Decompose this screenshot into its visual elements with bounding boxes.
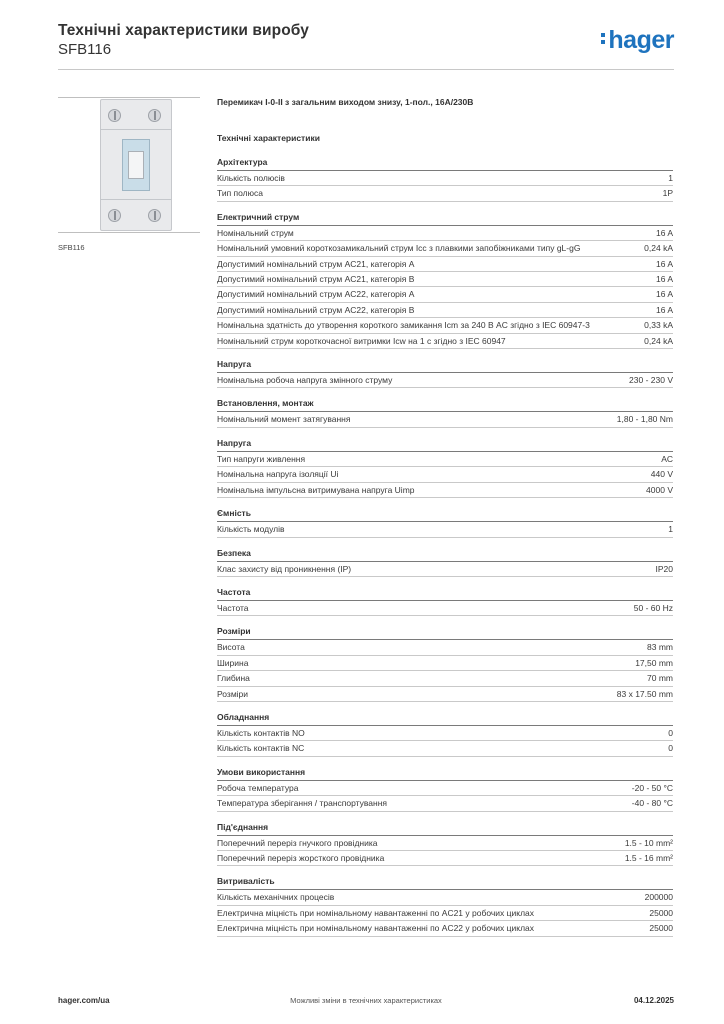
spec-row: [217, 890, 673, 905]
section-title: Частота: [217, 587, 673, 601]
spec-label: Частота: [217, 602, 249, 613]
section-title: Обладнання: [217, 712, 673, 726]
document-title: Технічні характеристики виробу: [58, 22, 309, 39]
spec-row: [217, 796, 673, 811]
product-title: Перемикач I-0-II з загальним виходом знизу, 1-пол., 16A/230В: [217, 97, 474, 107]
spec-row: [217, 186, 673, 201]
spec-label: Температура зберігання / транспортування: [217, 798, 388, 809]
spec-row: [217, 241, 673, 256]
spec-section: [217, 712, 673, 757]
spec-value: 230 - 230 V: [629, 375, 673, 386]
section-title: Ємність: [217, 508, 673, 522]
spec-content: [217, 97, 673, 947]
spec-label: Номінальний струм короткочасної витримки Icw на 1 с згідно з IEC 60947: [217, 335, 506, 346]
spec-section: [217, 508, 673, 537]
spec-value: 16 A: [655, 227, 673, 238]
spec-value: 70 mm: [647, 673, 673, 684]
spec-label: Номінальна напруга ізоляції Ui: [217, 469, 339, 480]
spec-label: Робоча температура: [217, 782, 299, 793]
spec-label: Номінальна робоча напруга змінного струму: [217, 375, 393, 386]
spec-value: 83 mm: [647, 642, 673, 653]
spec-row: [217, 671, 673, 686]
spec-value: 1P: [662, 188, 673, 199]
spec-value: 25000: [649, 923, 673, 934]
spec-label: Номінальний умовний короткозамикальний струм Icc з плавкими запобіжниками типу gL-gG: [217, 243, 581, 254]
spec-value: 50 - 60 Hz: [633, 602, 673, 613]
spec-value: 200000: [644, 892, 673, 903]
spec-row: [217, 921, 673, 936]
tech-heading: Технічні характеристики: [217, 133, 320, 143]
spec-label: Номінальна здатність до утворення короткого замикання Icm за 240 В AC згідно з IEC 60947-3: [217, 320, 590, 331]
spec-value: -40 - 80 °C: [631, 798, 673, 809]
product-code: SFB116: [58, 41, 112, 58]
section-title: Напруга: [217, 359, 673, 373]
spec-section: [217, 157, 673, 202]
product-image-frame: [58, 97, 200, 233]
footer-notice: Можливі зміни в технічних характеристиках: [290, 996, 442, 1005]
section-title: Встановлення, монтаж: [217, 398, 673, 412]
section-title: Витривалість: [217, 876, 673, 890]
footer-website-link[interactable]: hager.com/ua: [58, 996, 110, 1005]
footer-date: 04.12.2025: [633, 996, 674, 1005]
spec-row: [217, 303, 673, 318]
spec-value: 0: [668, 727, 673, 738]
spec-label: Глибина: [217, 673, 250, 684]
header-divider: [58, 69, 674, 70]
spec-row: [217, 687, 673, 702]
spec-value: 440 V: [650, 469, 673, 480]
spec-value: 1: [668, 524, 673, 535]
logo-dots-icon: [601, 33, 606, 47]
spec-section: [217, 876, 673, 936]
spec-row: [217, 656, 673, 671]
spec-row: [217, 452, 673, 467]
section-title: Електричний струм: [217, 212, 673, 226]
spec-row: [217, 226, 673, 241]
spec-value: 16 A: [655, 304, 673, 315]
switch-product-icon: [100, 99, 172, 231]
page-header: [58, 22, 674, 68]
spec-value: 4000 V: [646, 484, 673, 495]
spec-label: Кількість полюсів: [217, 173, 285, 183]
spec-label: Тип напруги живлення: [217, 453, 306, 464]
spec-value: AC: [661, 453, 673, 464]
brand-logo: [601, 26, 674, 55]
spec-section: [217, 359, 673, 388]
spec-value: 0,24 kA: [644, 335, 673, 346]
spec-label: Номінальний струм: [217, 227, 294, 238]
spec-label: Номінальна імпульсна витримувана напруга Uimp: [217, 484, 415, 495]
spec-label: Допустимий номінальний струм AC21, категорія A: [217, 258, 415, 269]
section-title: Розміри: [217, 626, 673, 640]
spec-row: [217, 287, 673, 302]
spec-value: 16 A: [655, 258, 673, 269]
spec-section: [217, 548, 673, 577]
spec-label: Допустимий номінальний струм AC21, категорія B: [217, 274, 415, 285]
spec-row: [217, 781, 673, 796]
spec-label: Допустимий номінальний струм AC22, категорія A: [217, 289, 415, 300]
spec-section: [217, 587, 673, 616]
section-title: Архітектура: [217, 157, 673, 171]
spec-section: [217, 212, 673, 349]
spec-value: 25000: [649, 907, 673, 918]
spec-section: [217, 767, 673, 812]
logo-text: hager: [608, 26, 674, 54]
spec-label: Клас захисту від проникнення (IP): [217, 563, 352, 574]
spec-row: [217, 906, 673, 921]
spec-label: Електрична міцність при номінальному навантаженні по AC21 у робочих циклах: [217, 907, 535, 918]
spec-value: IP20: [655, 563, 673, 574]
spec-value: 16 A: [655, 274, 673, 285]
spec-value: 16 A: [655, 289, 673, 300]
spec-value: 0: [668, 743, 673, 754]
spec-row: [217, 601, 673, 616]
spec-section: [217, 438, 673, 498]
spec-row: [217, 836, 673, 851]
spec-value: 1.5 - 16 mm²: [624, 852, 673, 863]
spec-row: [217, 318, 673, 333]
spec-row: [217, 257, 673, 272]
spec-label: Кількість контактів NC: [217, 743, 305, 754]
spec-value: 1.5 - 10 mm²: [624, 837, 673, 848]
spec-value: 83 x 17.50 mm: [616, 688, 673, 699]
spec-row: [217, 334, 673, 349]
spec-section: [217, 822, 673, 867]
spec-label: Висота: [217, 642, 245, 653]
spec-label: Кількість модулів: [217, 524, 285, 535]
spec-row: [217, 373, 673, 388]
spec-section: [217, 398, 673, 427]
spec-row: [217, 467, 673, 482]
spec-label: Тип полюса: [217, 188, 263, 199]
spec-row: [217, 272, 673, 287]
section-title: Під'єднання: [217, 822, 673, 836]
spec-value: 1,80 - 1,80 Nm: [616, 414, 673, 425]
spec-row: [217, 483, 673, 498]
spec-row: [217, 741, 673, 756]
spec-row: [217, 562, 673, 577]
spec-sections: [217, 157, 673, 937]
spec-value: 0,24 kA: [644, 243, 673, 254]
spec-label: Кількість контактів NO: [217, 727, 305, 738]
spec-label: Кількість механічних процесів: [217, 892, 335, 903]
spec-row: [217, 726, 673, 741]
spec-label: Електрична міцність при номінальному навантаженні по AC22 у робочих циклах: [217, 923, 535, 934]
section-title: Безпека: [217, 548, 673, 562]
spec-value: 1: [668, 173, 673, 183]
spec-label: Ширина: [217, 657, 249, 668]
spec-label: Допустимий номінальний струм AC22, категорія B: [217, 304, 415, 315]
spec-row: [217, 640, 673, 655]
section-title: Умови використання: [217, 767, 673, 781]
spec-row: [217, 171, 673, 186]
spec-section: [217, 626, 673, 702]
image-caption: SFB116: [58, 243, 85, 252]
spec-row: [217, 412, 673, 427]
spec-label: Номінальний момент затягування: [217, 414, 351, 425]
spec-label: Розміри: [217, 688, 249, 699]
spec-row: [217, 851, 673, 866]
spec-label: Поперечний переріз жорсткого провідника: [217, 852, 385, 863]
spec-row: [217, 522, 673, 537]
spec-value: 17,50 mm: [635, 657, 673, 668]
spec-label: Поперечний переріз гнучкого провідника: [217, 837, 378, 848]
section-title: Напруга: [217, 438, 673, 452]
spec-value: 0,33 kA: [644, 320, 673, 331]
spec-value: -20 - 50 °C: [631, 782, 673, 793]
